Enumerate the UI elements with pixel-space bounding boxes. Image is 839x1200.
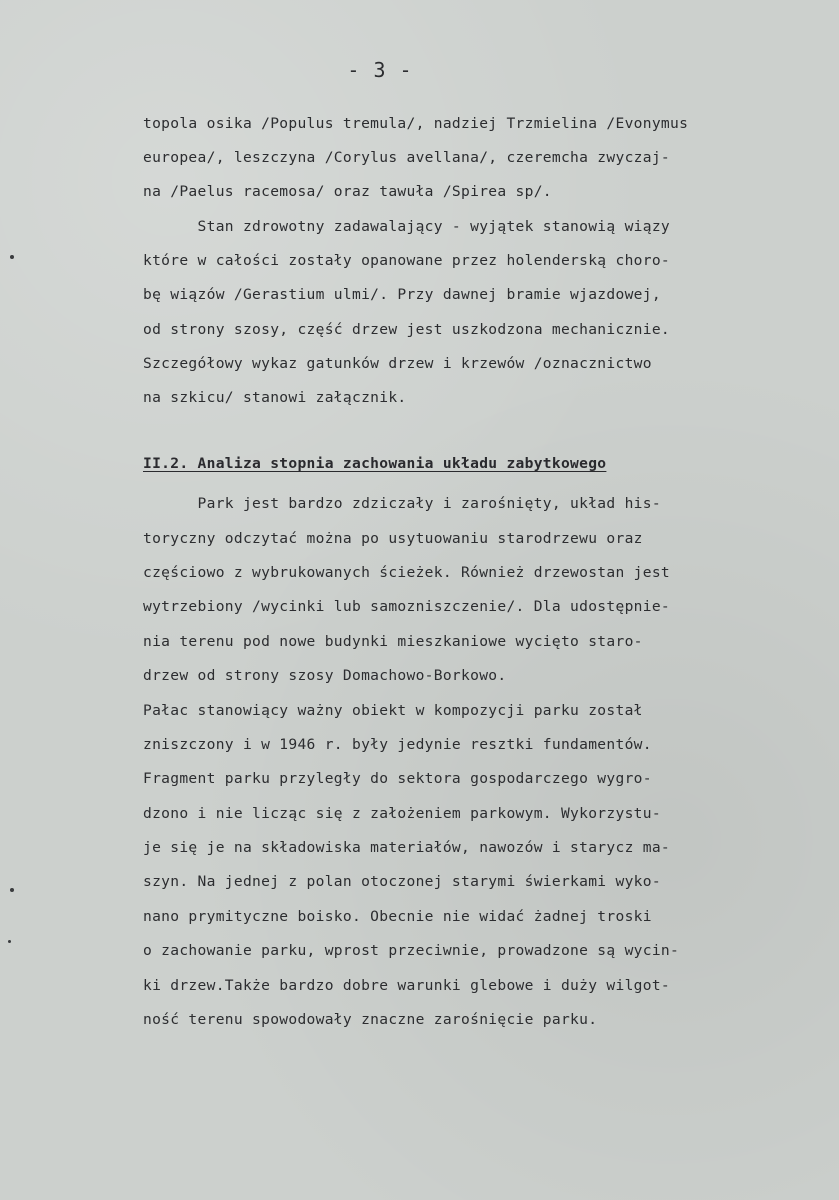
text-line: ność terenu spowodowały znaczne zarośnięcie parku. <box>143 1011 598 1028</box>
text-line: na szkicu/ stanowi załącznik. <box>143 389 407 406</box>
text-line: ki drzew.Także bardzo dobre warunki glebowe i duży wilgot- <box>143 977 670 994</box>
speck-mark <box>8 940 11 943</box>
text-line: europea/, leszczyna /Corylus avellana/, czeremcha zwyczaj- <box>143 149 670 166</box>
text-line: szyn. Na jednej z polan otoczonej starymi świerkami wyko- <box>143 873 661 890</box>
text-line: nia terenu pod nowe budynki mieszkaniowe wycięto staro- <box>143 633 643 650</box>
section-heading: II.2. Analiza stopnia zachowania układu zabytkowego <box>143 455 607 472</box>
text-line: topola osika /Populus tremula/, nadziej Trzmielina /Evonymus <box>143 115 689 132</box>
text-line: które w całości zostały opanowane przez holenderską choro- <box>143 252 670 269</box>
text-line: drzew od strony szosy Domachowo-Borkowo. <box>143 667 507 684</box>
page-number: - 3 - <box>347 58 413 82</box>
text-line: zniszczony i w 1946 r. były jedynie resztki fundamentów. <box>143 736 652 753</box>
text-line: wytrzebiony /wycinki lub samozniszczenie/. Dla udostępnie- <box>143 598 670 615</box>
text-line: od strony szosy, część drzew jest uszkodzona mechanicznie. <box>143 321 670 338</box>
text-line: Stan zdrowotny zadawalający - wyjątek stanowią wiązy <box>143 218 670 235</box>
text-line: Park jest bardzo zdziczały i zarośnięty, układ his- <box>143 495 661 512</box>
text-line: nano prymityczne boisko. Obecnie nie widać żadnej troski <box>143 908 652 925</box>
text-line: Fragment parku przyległy do sektora gospodarczego wygro- <box>143 770 652 787</box>
text-line: na /Paelus racemosa/ oraz tawuła /Spirea sp/. <box>143 183 552 200</box>
text-line: bę wiązów /Gerastium ulmi/. Przy dawnej bramie wjazdowej, <box>143 286 661 303</box>
text-line: o zachowanie parku, wprost przeciwnie, prowadzone są wycin- <box>143 942 680 959</box>
punch-mark <box>10 255 14 259</box>
text-line: dzono i nie licząc się z założeniem parkowym. Wykorzystu- <box>143 805 661 822</box>
text-line: je się je na składowiska materiałów, nawozów i starycz ma- <box>143 839 670 856</box>
text-line: toryczny odczytać można po usytuowaniu starodrzewu oraz <box>143 530 643 547</box>
text-line: Szczegółowy wykaz gatunków drzew i krzewów /oznacznictwo <box>143 355 652 372</box>
text-line: częściowo z wybrukowanych ścieżek. Również drzewostan jest <box>143 564 670 581</box>
punch-mark <box>10 888 14 892</box>
text-line: Pałac stanowiący ważny obiekt w kompozycji parku został <box>143 702 643 719</box>
